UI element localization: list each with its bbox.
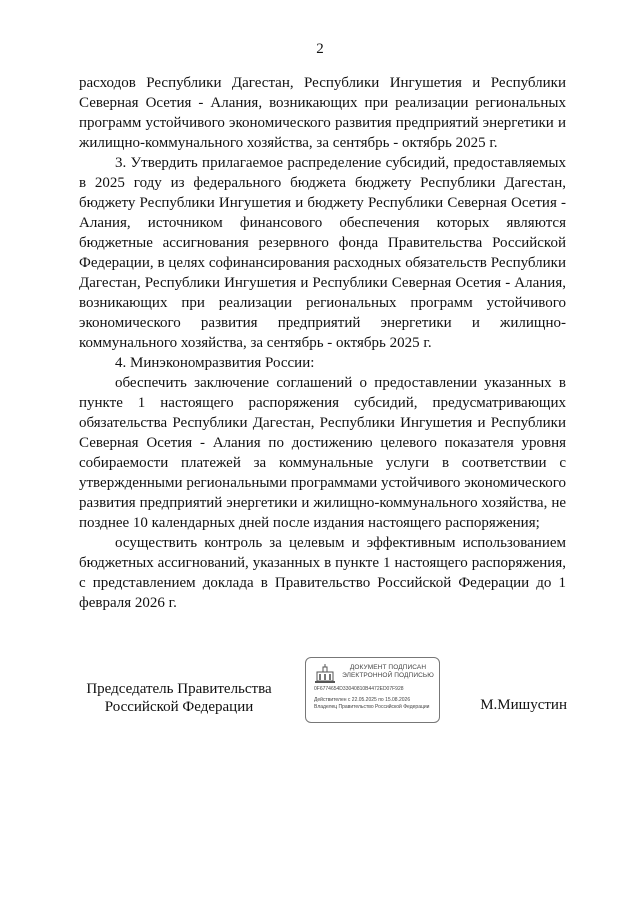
stamp-owner: Владелец Правительство Российской Федерации bbox=[314, 704, 430, 710]
paragraph-item-4: 4. Минэкономразвития России: bbox=[115, 355, 315, 371]
paragraph-item-3: 3. Утвердить прилагаемое распределение субсидий, предоставляемых в 2025 году из федерального бюджета бюджету Республики Дагестан, бюджету Республики Ингушетия и бюджету Республики Северная Осетия - Алания, источником финансового обеспечения которых являются бюджетные ассигнования резервного фонда Правительства Российской Федерации, в целях софинансирования расходных обязательств Республики Дагестан, Республики Ингушетия и Республики Северная Осетия - Алания, возникающих при реализации региональных программ устойчивого экономического развития предприятий энергетики и жилищно-коммунального хозяйства, за сентябрь - октябрь 2025 г. bbox=[79, 155, 566, 351]
electronic-signature-stamp bbox=[305, 657, 440, 723]
page-number: 2 bbox=[316, 41, 324, 57]
paragraph-subitem-control: осуществить контроль за целевым и эффективным использованием бюджетных ассигнований, указанных в пункте 1 настоящего распоряжения, с представлением доклада в Правительство Российской Федерации до 1 февраля 2026 г. bbox=[79, 535, 566, 611]
signer-position-line1: Председатель Правительства bbox=[86, 681, 272, 697]
signer-name: М.Мишустин bbox=[480, 697, 567, 713]
paragraph-subitem-agreements: обеспечить заключение соглашений о предоставлении указанных в пункте 1 настоящего распоряжения субсидий, предусматривающих обязательства Республики Дагестан, Республики Ингушетия и Республики Северная Осетия - Алания по достижению целевого показателя уровня собираемости платежей за коммунальные услуги в соответствии с утвержденными региональными программами устойчивого экономического развития предприятий энергетики и жилищно-коммунального хозяйства, не позднее 10 календарных дней после издания настоящего распоряжения; bbox=[79, 375, 566, 531]
signer-position bbox=[79, 680, 279, 716]
paragraph-continuation: расходов Республики Дагестан, Республики Ингушетия и Республики Северная Осетия - Алания, возникающих при реализации региональных программ устойчивого экономического развития предприятий энергетики и жилищно-коммунального хозяйства, за сентябрь - октябрь 2025 г. bbox=[79, 75, 566, 151]
stamp-certificate: 0F6774654D33040810B4472ED07F928 bbox=[314, 686, 404, 692]
stamp-title: ДОКУМЕНТ ПОДПИСАН ЭЛЕКТРОННОЙ ПОДПИСЬЮ bbox=[342, 664, 434, 679]
building-emblem-icon bbox=[314, 664, 336, 684]
document-body bbox=[79, 73, 566, 613]
stamp-validity: Действителен с 22.05.2025 по 15.08.2026 bbox=[314, 697, 411, 703]
signer-position-line2: Российской Федерации bbox=[104, 699, 254, 715]
